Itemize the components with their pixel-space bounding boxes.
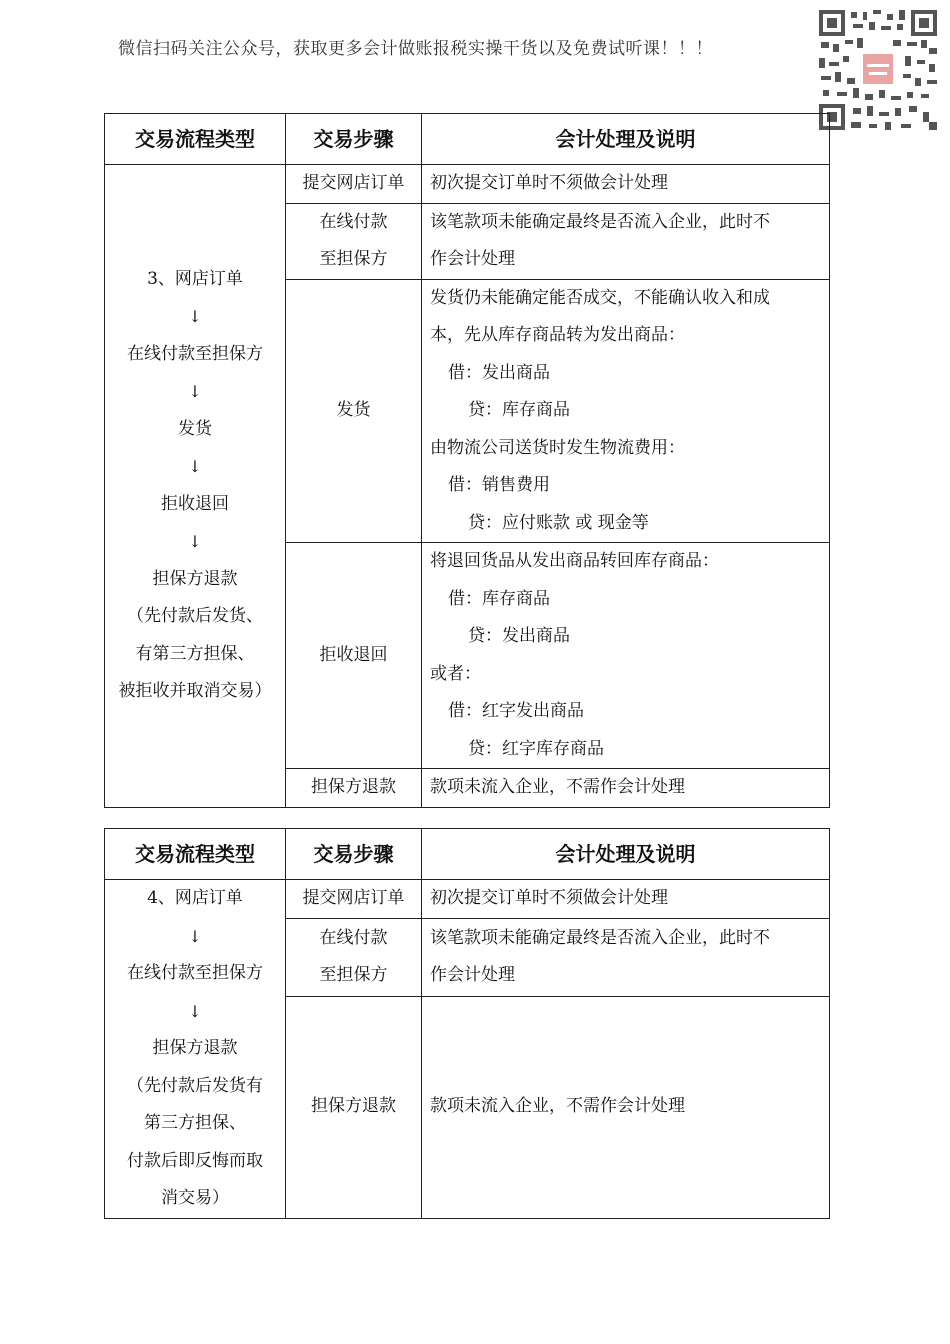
header-row (105, 829, 830, 880)
debit-entry: 借：销售费用 (448, 475, 550, 495)
step-cell (286, 203, 422, 279)
desc-line: 作会计处理 (430, 965, 515, 986)
step-label: 在线付款 (319, 927, 388, 948)
flow-line: 拒收退回 (161, 493, 229, 514)
credit-entry: 贷：红字库存商品 (468, 738, 604, 759)
desc-line: 作会计处理 (430, 249, 515, 269)
desc-line: 该笔款项未能确定最终是否流入企业，此时不 (430, 927, 770, 948)
credit-entry: 贷：库存商品 (468, 400, 570, 420)
step-cell (286, 165, 422, 204)
flow-note: 消交易） (161, 1188, 229, 1208)
flow-note: 第三方担保、 (144, 1113, 246, 1133)
header-accounting: 会计处理及说明 (422, 829, 830, 880)
step-cell (286, 996, 422, 1218)
step-label: 拒收退回 (319, 644, 388, 665)
desc-line: 初次提交订单时不须做会计处理 (430, 888, 668, 909)
credit-entry: 贷：发出商品 (468, 626, 570, 646)
step-label: 担保方退款 (311, 1096, 396, 1117)
step-label: 提交网店订单 (302, 173, 405, 193)
table-row (105, 880, 830, 919)
desc-line: 将退回货品从发出商品转回库存商品： (430, 551, 719, 571)
flow-note: 被拒收并取消交易） (118, 681, 272, 702)
desc-cell (422, 543, 830, 769)
header-steps: 交易步骤 (286, 114, 422, 165)
down-arrow-icon: ↓ (188, 1001, 202, 1021)
step-label: 至担保方 (319, 249, 388, 269)
header-steps: 交易步骤 (286, 829, 422, 880)
flow-type-cell (105, 880, 286, 1219)
header-accounting: 会计处理及说明 (422, 114, 830, 165)
flow-line: 4、网店订单 (147, 888, 243, 908)
step-cell (286, 279, 422, 543)
desc-cell (422, 996, 830, 1218)
desc-line: 初次提交订单时不须做会计处理 (430, 173, 668, 193)
promo-banner: 微信扫码关注公众号，获取更多会计做账报税实操干货以及免费试听课！！！ (118, 39, 713, 59)
accounting-table-3 (104, 113, 830, 808)
step-cell (286, 880, 422, 919)
header-flow-type: 交易流程类型 (105, 829, 286, 880)
down-arrow-icon: ↓ (188, 307, 202, 327)
flow-note: 付款后即反悔而取 (127, 1150, 263, 1171)
flow-line: 在线付款至担保方 (127, 343, 263, 364)
step-label: 担保方退款 (311, 777, 396, 797)
step-cell (286, 769, 422, 808)
table-row (105, 165, 830, 204)
flow-type-cell (105, 165, 286, 808)
desc-line: 发货仍未能确定能否成交，不能确认收入和成 (430, 287, 770, 308)
down-arrow-icon: ↓ (188, 382, 202, 402)
desc-line: 本，先从库存商品转为发出商品： (430, 325, 685, 345)
desc-cell (422, 279, 830, 543)
flow-line: 在线付款至担保方 (127, 963, 263, 983)
down-arrow-icon: ↓ (188, 926, 202, 946)
flow-line: 3、网店订单 (147, 268, 243, 289)
down-arrow-icon: ↓ (188, 532, 202, 552)
debit-entry: 借：红字发出商品 (448, 701, 584, 721)
header-row (105, 114, 830, 165)
flow-note: （先付款后发货有 (127, 1075, 263, 1096)
debit-entry: 借：发出商品 (448, 362, 550, 383)
desc-cell (422, 769, 830, 808)
step-cell (286, 543, 422, 769)
step-label: 提交网店订单 (302, 888, 405, 909)
down-arrow-icon: ↓ (188, 457, 202, 477)
accounting-table-4 (104, 828, 830, 1219)
step-label: 至担保方 (319, 965, 388, 986)
desc-line: 该笔款项未能确定最终是否流入企业，此时不 (430, 211, 770, 232)
flow-line: 发货 (178, 418, 212, 439)
flow-note: 有第三方担保、 (135, 643, 255, 664)
flow-note: （先付款后发货、 (127, 606, 263, 627)
header-flow-type: 交易流程类型 (105, 114, 286, 165)
desc-cell (422, 880, 830, 919)
step-label: 在线付款 (319, 211, 388, 232)
desc-line: 由物流公司送货时发生物流费用： (430, 437, 685, 458)
desc-line: 款项未流入企业，不需作会计处理 (430, 1096, 685, 1117)
flow-line: 担保方退款 (152, 568, 238, 589)
credit-entry: 贷：应付账款 或 现金等 (468, 512, 649, 533)
desc-line: 或者： (430, 663, 481, 684)
desc-cell (422, 203, 830, 279)
step-label: 发货 (336, 400, 371, 420)
step-cell (286, 919, 422, 996)
flow-line: 担保方退款 (152, 1038, 238, 1058)
desc-cell (422, 165, 830, 204)
debit-entry: 借：库存商品 (448, 588, 550, 609)
desc-cell (422, 919, 830, 996)
desc-line: 款项未流入企业，不需作会计处理 (430, 777, 685, 797)
qr-code-icon[interactable] (817, 8, 939, 132)
